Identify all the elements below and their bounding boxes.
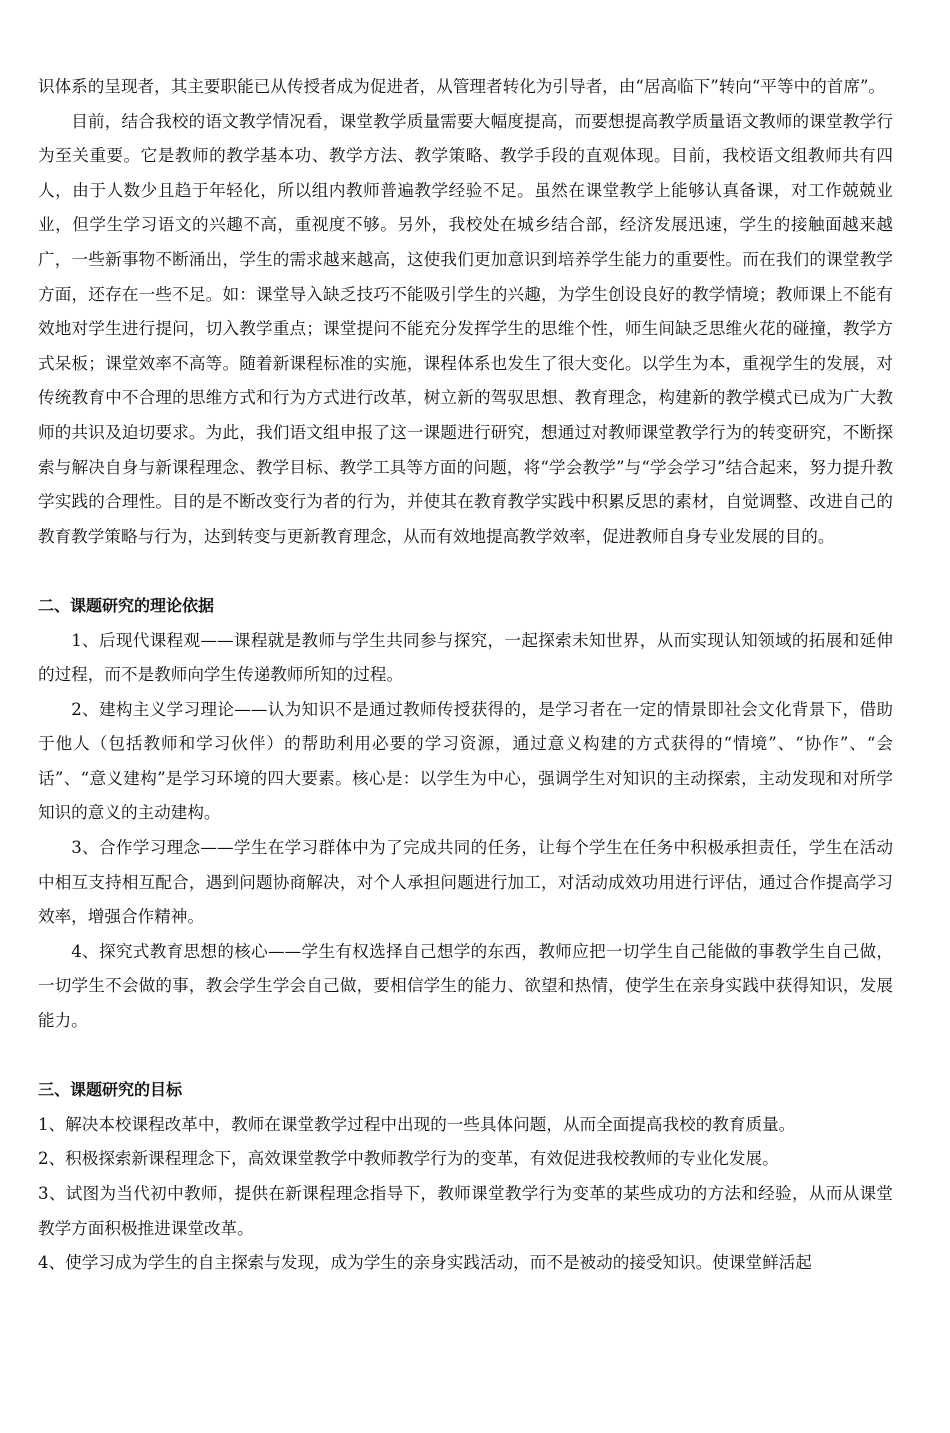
- theory-item: 4、探究式教育思想的核心——学生有权选择自己想学的东西，教师应把一切学生自己能做的事教学生自己做，一切学生不会做的事，教会学生学会自己做，要相信学生的能力、欲望和热情，使学生在亲身实践中获得知识，发展能力。: [38, 941, 893, 1031]
- section-spacer: [38, 554, 893, 589]
- goal-item: 3、试图为当代初中教师，提供在新课程理念指导下，教师课堂教学行为变革的某些成功的方法和经验，从而从课堂教学方面积极推进课堂改革。: [38, 1184, 893, 1238]
- section-heading-theory: 二、课题研究的理论依据: [38, 595, 215, 615]
- section-spacer: [38, 1039, 893, 1074]
- intro-paragraph-current-situation: 目前，结合我校的语文教学情况看，课堂教学质量需要大幅度提高，而要想提高教学质量语文教师的课堂教学行为至关重要。它是教师的教学基本功、教学方法、教学策略、教学手段的直观体现。目前，我校语文组教师共有四人，由于人数少且趋于年轻化，所以组内教师普遍教学经验不足。虽然在课堂教学上能够认真备课，对工作兢兢业业，但学生学习语文的兴趣不高，重视度不够。另外，我校处在城乡结合部，经济发展迅速，学生的接触面越来越广，一些新事物不断涌出，学生的需求越来越高，这使我们更加意识到培养学生能力的重要性。而在我们的课堂教学方面，还存在一些不足。如：课堂导入缺乏技巧不能吸引学生的兴趣，为学生创设良好的教学情境；教师课上不能有效地对学生进行提问，切入教学重点；课堂提问不能充分发挥学生的思维个性，师生间缺乏思维火花的碰撞，教学方式呆板；课堂效率不高等。随着新课程标准的实施，课程体系也发生了很大变化。以学生为本，重视学生的发展，对传统教育中不合理的思维方式和行为方式进行改革，树立新的驾驭思想、教育理念，构建新的教学模式已成为广大教师的共识及迫切要求。为此，我们语文组申报了这一课题进行研究，想通过对教师课堂教学行为的转变研究，不断探索与解决自身与新课程理念、教学目标、教学工具等方面的问题，将“学会教学”与“学会学习”结合起来，努力提升教学实践的合理性。目的是不断改变行为者的行为，并使其在教育教学实践中积累反思的素材，自觉调整、改进自己的教育教学策略与行为，达到转变与更新教育理念，从而有效地提高教学效率，促进教师自身专业发展的目的。: [38, 111, 893, 546]
- goal-item: 1、解决本校课程改革中，教师在课堂教学过程中出现的一些具体问题，从而全面提高我校的教育质量。: [38, 1114, 796, 1134]
- goal-item: 2、积极探索新课程理念下，高效课堂教学中教师教学行为的变革，有效促进我校教师的专业化发展。: [38, 1149, 779, 1169]
- goal-item: 4、使学习成为学生的自主探索与发现，成为学生的亲身实践活动，而不是被动的接受知识。使课堂鲜活起: [38, 1253, 812, 1273]
- theory-item: 3、合作学习理念——学生在学习群体中为了完成共同的任务，让每个学生在任务中积极承担责任，学生在活动中相互支持相互配合，遇到问题协商解决，对个人承担问题进行加工，对活动成效功用进行评估，通过合作提高学习效率，增强合作精神。: [38, 838, 893, 927]
- section-heading-goals: 三、课题研究的目标: [38, 1080, 183, 1100]
- intro-paragraph-continued: 识体系的呈现者，其主要职能已从传授者成为促进者，从管理者转化为引导者，由“居高临下”转向“平等中的首席”。: [38, 77, 886, 96]
- theory-item: 1、后现代课程观——课程就是教师与学生共同参与探究，一起探索未知世界，从而实现认知领域的拓展和延伸的过程，而不是教师向学生传递教师所知的过程。: [38, 630, 893, 685]
- document-page: [38, 70, 893, 1281]
- theory-item: 2、建构主义学习理论——认为知识不是通过教师传授获得的，是学习者在一定的情景即社会文化背景下，借助于他人（包括教师和学习伙伴）的帮助利用必要的学习资源，通过意义构建的方式获得的“情境”、“协作”、“会话”、“意义建构”是学习环境的四大要素。核心是：以学生为中心，强调学生对知识的主动探索，主动发现和对所学知识的意义的主动建构。: [38, 699, 893, 823]
